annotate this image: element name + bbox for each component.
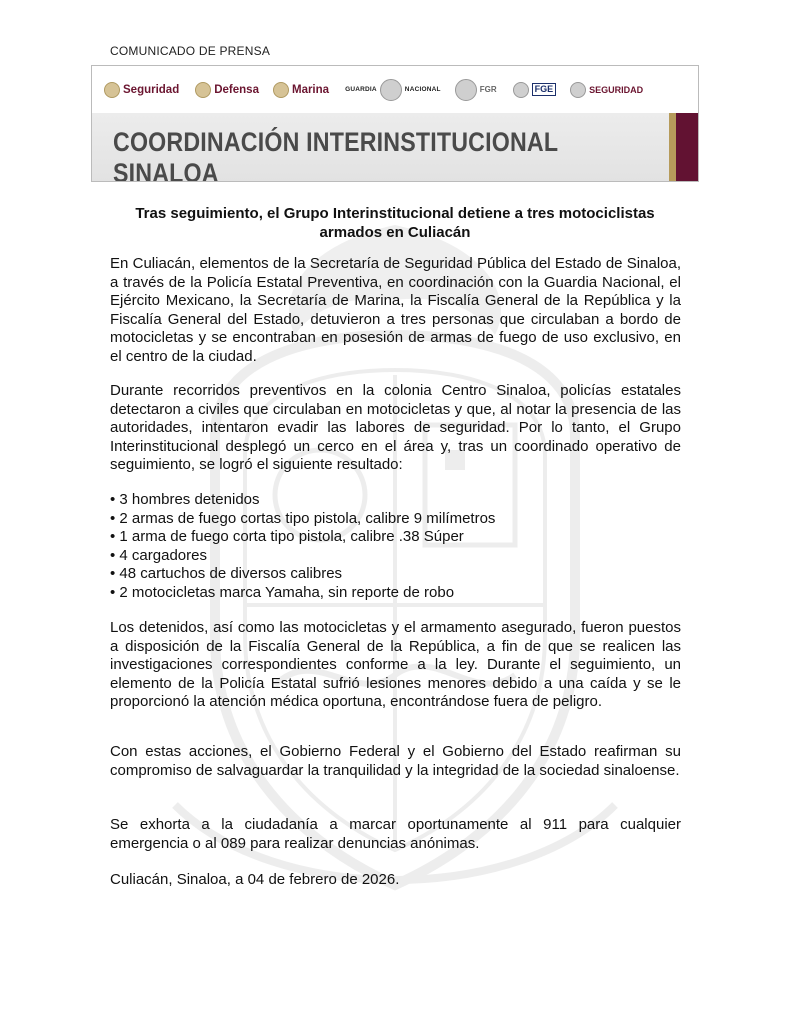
logo-marina bbox=[273, 82, 329, 98]
logo-sinaloa-seguridad bbox=[570, 82, 643, 98]
logo-fgr-label: FGR bbox=[479, 85, 497, 94]
guardia-seal-icon bbox=[380, 79, 402, 101]
maroon-accent-stripe bbox=[676, 113, 698, 182]
seal-icon bbox=[195, 82, 211, 98]
results-list bbox=[110, 491, 495, 603]
paragraph-1: En Culiacán, elementos de la Secretaría de Seguridad Pública del Estado de Sinaloa, a través de la Policía Estatal Preventiva, en coordinación con la Guardia Nacional, el Ejército Mexicano, la Secretaría de Marina, la Fiscalía General de la República y la Fiscalía General del Estado, detuvieron a tres personas que circulaban a bordo de motocicletas y se encontraban en posesión de armas de fuego de uso exclusivo, en el centro de la ciudad. bbox=[110, 255, 681, 365]
logo-marina-label: Marina bbox=[291, 83, 330, 96]
list-item: • 2 armas de fuego cortas tipo pistola, calibre 9 milímetros bbox=[110, 510, 495, 529]
list-item: • 2 motocicletas marca Yamaha, sin reporte de robo bbox=[110, 584, 495, 603]
paragraph-5: Se exhorta a la ciudadanía a marcar oportunamente al 911 para cualquier emergencia o al 089 para realizar denuncias anónimas. bbox=[110, 816, 681, 852]
institution-logos bbox=[92, 66, 698, 113]
logo-sinaloa-label: SEGURIDAD bbox=[589, 84, 644, 95]
gold-accent-stripe bbox=[669, 113, 676, 182]
list-item: • 48 cartuchos de diversos calibres bbox=[110, 565, 495, 584]
press-release-label: COMUNICADO DE PRENSA bbox=[110, 44, 271, 58]
headline: Tras seguimiento, el Grupo Interinstitucional detiene a tres motociclistas armados en Culiacán bbox=[135, 205, 655, 241]
eagle-seal-icon bbox=[455, 79, 477, 101]
logo-nacional-label: NACIONAL bbox=[404, 86, 441, 93]
seal-icon bbox=[104, 82, 120, 98]
logo-guardia-label: GUARDIA bbox=[345, 86, 377, 93]
logo-defensa-label: Defensa bbox=[214, 83, 259, 96]
paragraph-3: Los detenidos, así como las motocicletas y el armamento asegurado, fueron puestos a disposición de la Fiscalía General de la República, a fin de que se realicen las investigaciones correspondientes conforme a la ley. Durante el seguimiento, un elemento de la Policía Estatal sufrió lesiones menores debido a una caída y se le proporcionó la atención médica oportuna, encontrándose fuera de peligro. bbox=[110, 619, 681, 710]
list-item: • 1 arma de fuego corta tipo pistola, calibre .38 Súper bbox=[110, 528, 495, 547]
closing-date-line: Culiacán, Sinaloa, a 04 de febrero de 2026. bbox=[110, 871, 400, 888]
sinaloa-seal-icon bbox=[570, 82, 586, 98]
logo-defensa bbox=[195, 82, 259, 98]
fge-seal-icon bbox=[513, 82, 529, 98]
paragraph-2: Durante recorridos preventivos en la colonia Centro Sinaloa, policías estatales detectaron a civiles que circulaban en motocicletas y que, al notar la presencia de las autoridades, intentaron evadir las labores de seguridad. Por lo tanto, el Grupo Interinstitucional desplegó un cerco en el área y, tras un coordinado operativo de seguimiento, se logró el siguiente resultado: bbox=[110, 382, 681, 473]
institutional-banner bbox=[91, 65, 699, 182]
banner-title: COORDINACIÓN INTERINSTITUCIONAL SINALOA bbox=[113, 127, 558, 182]
logo-seguridad bbox=[104, 82, 179, 98]
logo-fge-label: FGE bbox=[532, 83, 557, 96]
logo-fgr bbox=[455, 79, 497, 101]
list-item: • 4 cargadores bbox=[110, 547, 495, 566]
seal-icon bbox=[273, 82, 289, 98]
paragraph-4: Con estas acciones, el Gobierno Federal y el Gobierno del Estado reafirman su compromiso de salvaguardar la tranquilidad y la integridad de la sociedad sinaloense. bbox=[110, 743, 681, 779]
logo-guardia-nacional bbox=[345, 79, 441, 101]
list-item: • 3 hombres detenidos bbox=[110, 491, 495, 510]
logo-fge bbox=[513, 82, 557, 98]
logo-seguridad-label: Seguridad bbox=[123, 83, 180, 96]
